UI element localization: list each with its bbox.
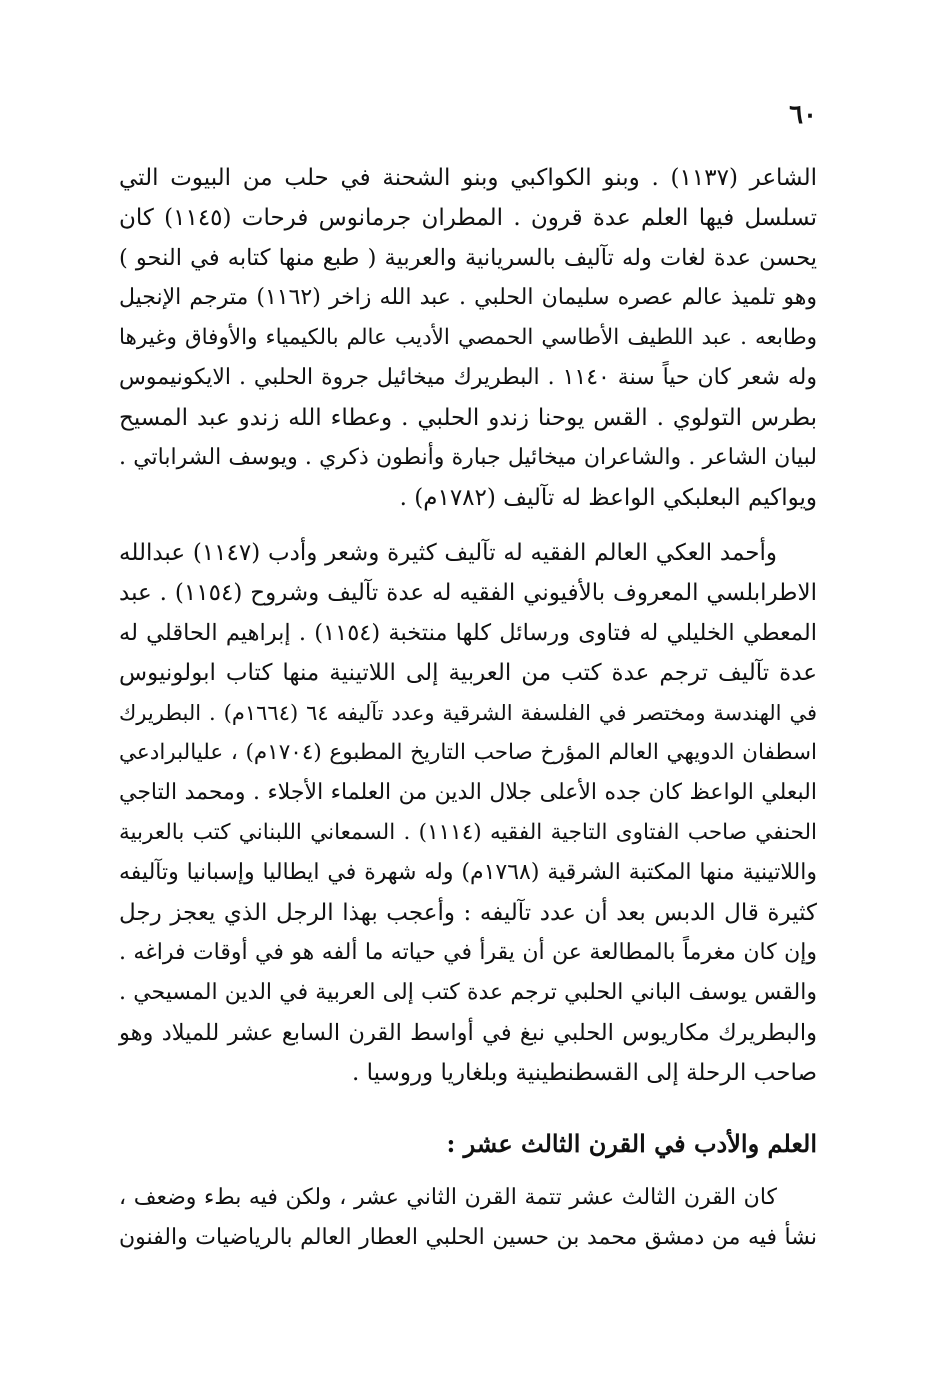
text-line: وطابعه . عبد اللطيف الأطاسي الحمصي الأديب عالم بالكيمياء والأوفاق وغيرها [119,325,817,350]
paragraph-1 [119,158,817,518]
text-line: تسلسل فيها العلم عدة قرون . المطران جرمانوس فرحات (١١٤٥) كان [119,205,817,231]
paragraph-2 [119,533,817,1093]
text-line: اسطفان الدويهي العالم المؤرخ صاحب التاريخ المطبوع (١٧٠٤م) ، عليالبرادعي [119,740,817,765]
paragraph-3 [119,1178,817,1258]
text-line: كان القرن الثالث عشر تتمة القرن الثاني عشر ، ولكن فيه بطء وضعف ، [119,1185,777,1210]
text-line: البعلي الواعظ كان جده الأعلى جلال الدين من العلماء الأجلاء . ومحمد التاجي [119,780,817,805]
page-number: ٦٠ [789,100,817,130]
section-heading: العلم والأدب في القرن الثالث عشر : [446,1129,817,1158]
text-line: والقس يوسف الباني الحلبي ترجم عدة كتب إلى العربية في الدين المسيحي . [119,980,817,1005]
text-line: الشاعر (١١٣٧) . وبنو الكواكبي وبنو الشحنة في حلب من البيوت التي [119,165,817,191]
text-line: صاحب الرحلة إلى القسطنطينية وبلغاريا وروسيا . [352,1060,817,1086]
text-line: الحنفي صاحب الفتاوى التاجية الفقيه (١١١٤) . السمعاني اللبناني كتب بالعربية [119,820,817,845]
text-line: واللاتينية منها المكتبة الشرقية (١٧٦٨م) وله شهرة في ايطاليا وإسبانيا وتآليفه [119,860,817,885]
text-line: وله شعر كان حياً سنة ١١٤٠ . البطريرك ميخائيل جروة الحلبي . الايكونيموس [119,365,818,390]
text-line: وإن كان مغرماً بالمطالعة عن أن يقرأ في حياته ما ألفه هو في أوقات فراغه . [119,940,817,965]
text-line: نشأ فيه من دمشق محمد بن حسين الحلبي العطار العالم بالرياضيات والفنون [119,1225,817,1250]
text-line: وأحمد العكي العالم الفقيه له تآليف كثيرة وشعر وأدب (١١٤٧) عبدالله [119,540,777,566]
text-line: والبطريرك مكاريوس الحلبي نبغ في أواسط القرن السابع عشر للميلاد وهو [119,1020,817,1046]
text-line: عدة تآليف ترجم عدة كتب من العربية إلى اللاتينية منها كتاب ابولونيوس [119,660,817,686]
text-line: في الهندسة ومختصر في الفلسفة الشرقية وعدد تآليفه ٦٤ (١٦٦٤م) . البطريرك [119,701,817,725]
text-line: ويواكيم البعلبكي الواعظ له تآليف (١٧٨٢م) . [399,485,817,511]
text-line: بطرس التولوي . القس يوحنا زندو الحلبي . وعطاء الله زندو عبد المسيح [119,405,817,431]
text-line: الاطرابلسي المعروف بالأفيوني الفقيه له عدة تآليف وشروح (١١٥٤) . عبد [119,580,817,606]
text-line: المعطي الخليلي له فتاوى ورسائل كلها منتخبة (١١٥٤) . إبراهيم الحاقلي له [119,620,817,646]
text-line: وهو تلميذ عالم عصره سليمان الحلبي . عبد الله زاخر (١١٦٢) مترجم الإنجيل [119,285,817,310]
text-line: كثيرة قال الدبس بعد أن عدد تآليفه : وأعجب بهذا الرجل الذي يعجز رجل [119,900,817,926]
text-line: يحسن عدة لغات وله تآليف بالسريانية والعربية ( طبع منها كتابه في النحو ) [119,245,817,271]
text-line: لبيان الشاعر . والشاعران ميخائيل جبارة وأنطون ذكري . ويوسف الشراباتي . [119,445,817,470]
